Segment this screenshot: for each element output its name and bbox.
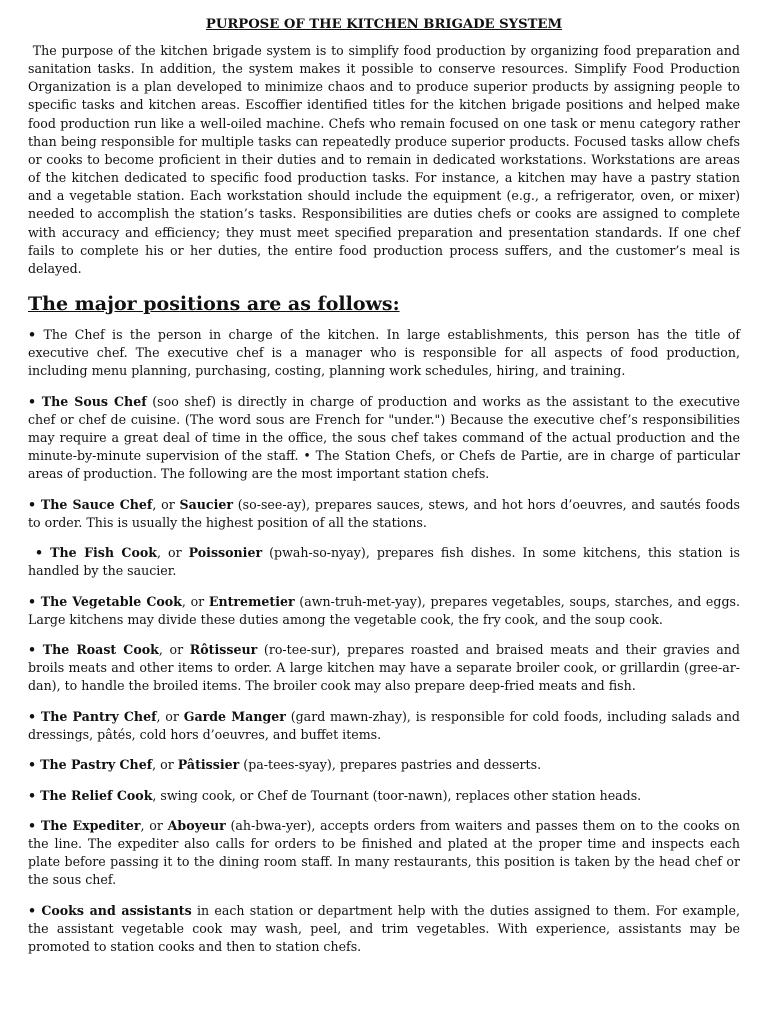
position-title: The Sauce Chef (40, 496, 153, 512)
position-french-title: Entremetier (208, 593, 295, 609)
document-page (28, 0, 740, 956)
position-sauce-chef: • The Sauce Chef, or Saucier (so-see-ay), prepares sauces, stews, and hot hors d’oeuvres, and sautés foods to order. This is usually the highest position of all the stations. (28, 496, 740, 530)
bullet: • (28, 327, 37, 343)
position-chef: • The Chef is the person in charge of the kitchen. In large establishments, this person has the title of executive chef. The executive chef is a manager who is responsible for all aspects of food production, including menu planning, purchasing, costing, planning work schedules, hiring, and training. (28, 327, 740, 379)
bullet: • (28, 593, 37, 609)
bullet: • (28, 818, 37, 833)
position-french-title: Pâtissier (177, 757, 240, 773)
document-title: PURPOSE OF THE KITCHEN BRIGADE SYSTEM (205, 17, 563, 32)
intro-text: The purpose of the kitchen brigade system is to simplify food production by organizing food preparation and sanitation tasks. In addition, the system makes it possible to conserve resources. Simplify Food Production Organization is a plan developed to minimize chaos and to produce superior products by assigning people to specific tasks and kitchen areas. Escoffier identified titles for the kitchen brigade positions and helped make food production run like a well-oiled machine. Chefs who remain focused on one task or menu category rather than being responsible for multiple tasks can repeatedly produce superior products. Focused tasks allow chefs or cooks to become proficient in their duties and to remain in dedicated workstations. Workstations are areas of the kitchen dedicated to specific food production tasks. For instance, a kitchen may have a pastry station and a vegetable station. Each workstation should include the equipment (e.g., a refrigerator, oven, or mixer) needed to accomplish the station’s tasks. Responsibilities are duties chefs or cooks are assigned to complete with accuracy and efficiency; they must meet specified preparation and presentation standards. If one chef fails to complete his or her duties, the entire food production process suffers, and the customer’s meal is delayed. (28, 43, 740, 276)
bullet: • (28, 642, 37, 658)
position-title: Cooks and assistants (41, 902, 192, 918)
position-sous-chef: • The Sous Chef (soo shef) is directly in charge of production and works as the assistant to the executive chef or chef de cuisine. (The word sous are French for "under.") Because the executive chef’s responsibilities may require a great deal of time in the office, the sous chef takes command of the actual production and the minute-by-minute supervision of the staff. • The Station Chefs, or Chefs de Partie, are in charge of particular areas of production. The following are the most important station chefs. (28, 393, 740, 482)
position-french-title: Garde Manger (183, 708, 286, 724)
intro-paragraph (28, 42, 740, 278)
bullet: • (28, 902, 37, 918)
position-title: The Relief Cook (40, 787, 153, 803)
position-french-title: Rôtisseur (189, 642, 258, 658)
bullet: • (28, 496, 37, 512)
position-french-title: Saucier (179, 496, 233, 512)
position-title: The Pastry Chef (40, 757, 153, 773)
position-title: The Sous Chef (41, 393, 147, 409)
position-relief-cook: • The Relief Cook, swing cook, or Chef de Tournant (toor-nawn), replaces other station heads. (28, 787, 642, 803)
bullet: • (28, 757, 37, 773)
position-roast-cook: • The Roast Cook, or Rôtisseur (ro-tee-sur), prepares roasted and braised meats and their gravies and broils meats and other items to order. A large kitchen may have a separate broiler cook, or grillardin (gree-ar-dan), to handle the broiled items. The broiler cook may also prepare deep-fried meats and fish. (28, 642, 740, 694)
position-vegetable-cook: • The Vegetable Cook, or Entremetier (awn-truh-met-yay), prepares vegetables, soups, starches, and eggs. Large kitchens may divide these duties among the vegetable cook, the fry cook, and the soup cook. (28, 593, 740, 627)
position-title: The Pantry Chef (40, 708, 157, 724)
position-french-title: Aboyeur (167, 818, 226, 833)
position-expediter: • The Expediter, or Aboyeur (ah-bwa-yer), accepts orders from waiters and passes them on to the cooks on the line. The expediter also calls for orders to be finished and plated at the proper time and inspects each plate before passing it to the dining room staff. In many restaurants, this position is taken by the head chef or the sous chef. (28, 818, 740, 888)
bullet: • (28, 787, 37, 803)
position-cooks-assistants: • Cooks and assistants in each station or department help with the duties assigned to them. For example, the assistant vegetable cook may wash, peel, and trim vegetables. With experience, assistants may be promoted to station cooks and then to station chefs. (28, 902, 740, 955)
position-title: The Vegetable Cook (40, 593, 182, 609)
bullet: • (35, 545, 44, 561)
bullet: • (28, 393, 37, 409)
section-heading: The major positions are as follows: (28, 293, 400, 316)
position-title: The Fish Cook (50, 545, 157, 561)
position-pantry-chef: • The Pantry Chef, or Garde Manger (gard mawn-zhay), is responsible for cold foods, including salads and dressings, pâtés, cold hors d’oeuvres, and buffet items. (28, 708, 740, 742)
bullet: • (28, 708, 37, 724)
position-french-title: Poissonier (188, 545, 263, 561)
position-fish-cook: • The Fish Cook, or Poissonier (pwah-so-nyay), prepares fish dishes. In some kitchens, this station is handled by the saucier. (28, 545, 740, 579)
position-title: The Expediter (40, 818, 141, 833)
position-title: The Roast Cook (42, 642, 159, 658)
position-pastry-chef: • The Pastry Chef, or Pâtissier (pa-tees-syay), prepares pastries and desserts. (28, 757, 542, 773)
